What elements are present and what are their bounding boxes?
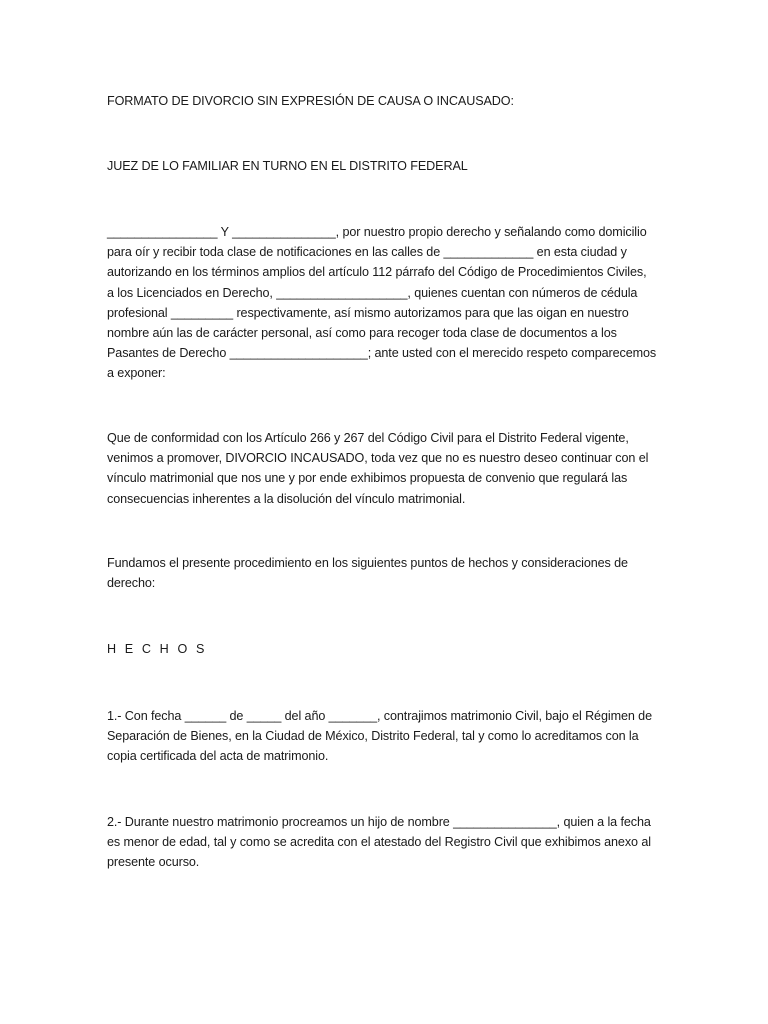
fact-item-2: 2.- Durante nuestro matrimonio procreamos un hijo de nombre _______________, quien a la fecha es menor de edad, tal y como se acredita con el atestado del Registro Civil que exhibimos anexo al presente ocurso. [107, 815, 651, 870]
intro-paragraph: ________________ Y _______________, por nuestro propio derecho y señalando como domicilio para oír y recibir toda clase de notificaciones en las calles de _____________ en esta ciudad y autorizando en los términos amplios del artículo 112 párrafo del Código de Procedimientos Civiles, a los Licenciados en Derecho, ___________________, quienes cuentan con números de cédula profesional _________ respectivamente, así mismo autorizamos para que las oigan en nuestro nombre aún las de carácter personal, así como para recoger toda clase de documentos a los Pasantes de Derecho ____________________; ante usted con el merecido respeto comparecemos a exponer: [107, 225, 657, 381]
fact-item-1: 1.- Con fecha ______ de _____ del año _______, contrajimos matrimonio Civil, bajo el Régimen de Separación de Bienes, en la Ciudad de México, Distrito Federal, tal y como lo acreditamos con la copia certificada del acta de matrimonio. [107, 709, 652, 764]
addressee-line: JUEZ DE LO FAMILIAR EN TURNO EN EL DISTRITO FEDERAL [107, 159, 468, 173]
section-heading-hechos: H E C H O S [107, 642, 207, 656]
document-title: FORMATO DE DIVORCIO SIN EXPRESIÓN DE CAUSA O INCAUSADO: [107, 94, 514, 108]
petition-paragraph: Que de conformidad con los Artículo 266 y 267 del Código Civil para el Distrito Federal vigente, venimos a promover, DIVORCIO INCAUSADO, toda vez que no es nuestro deseo continuar con el vínculo matrimonial que nos une y por ende exhibimos propuesta de convenio que regulará las consecuencias inherentes a la disolución del vínculo matrimonial. [107, 431, 649, 506]
grounds-paragraph: Fundamos el presente procedimiento en los siguientes puntos de hechos y consideraciones de derecho: [107, 556, 628, 591]
